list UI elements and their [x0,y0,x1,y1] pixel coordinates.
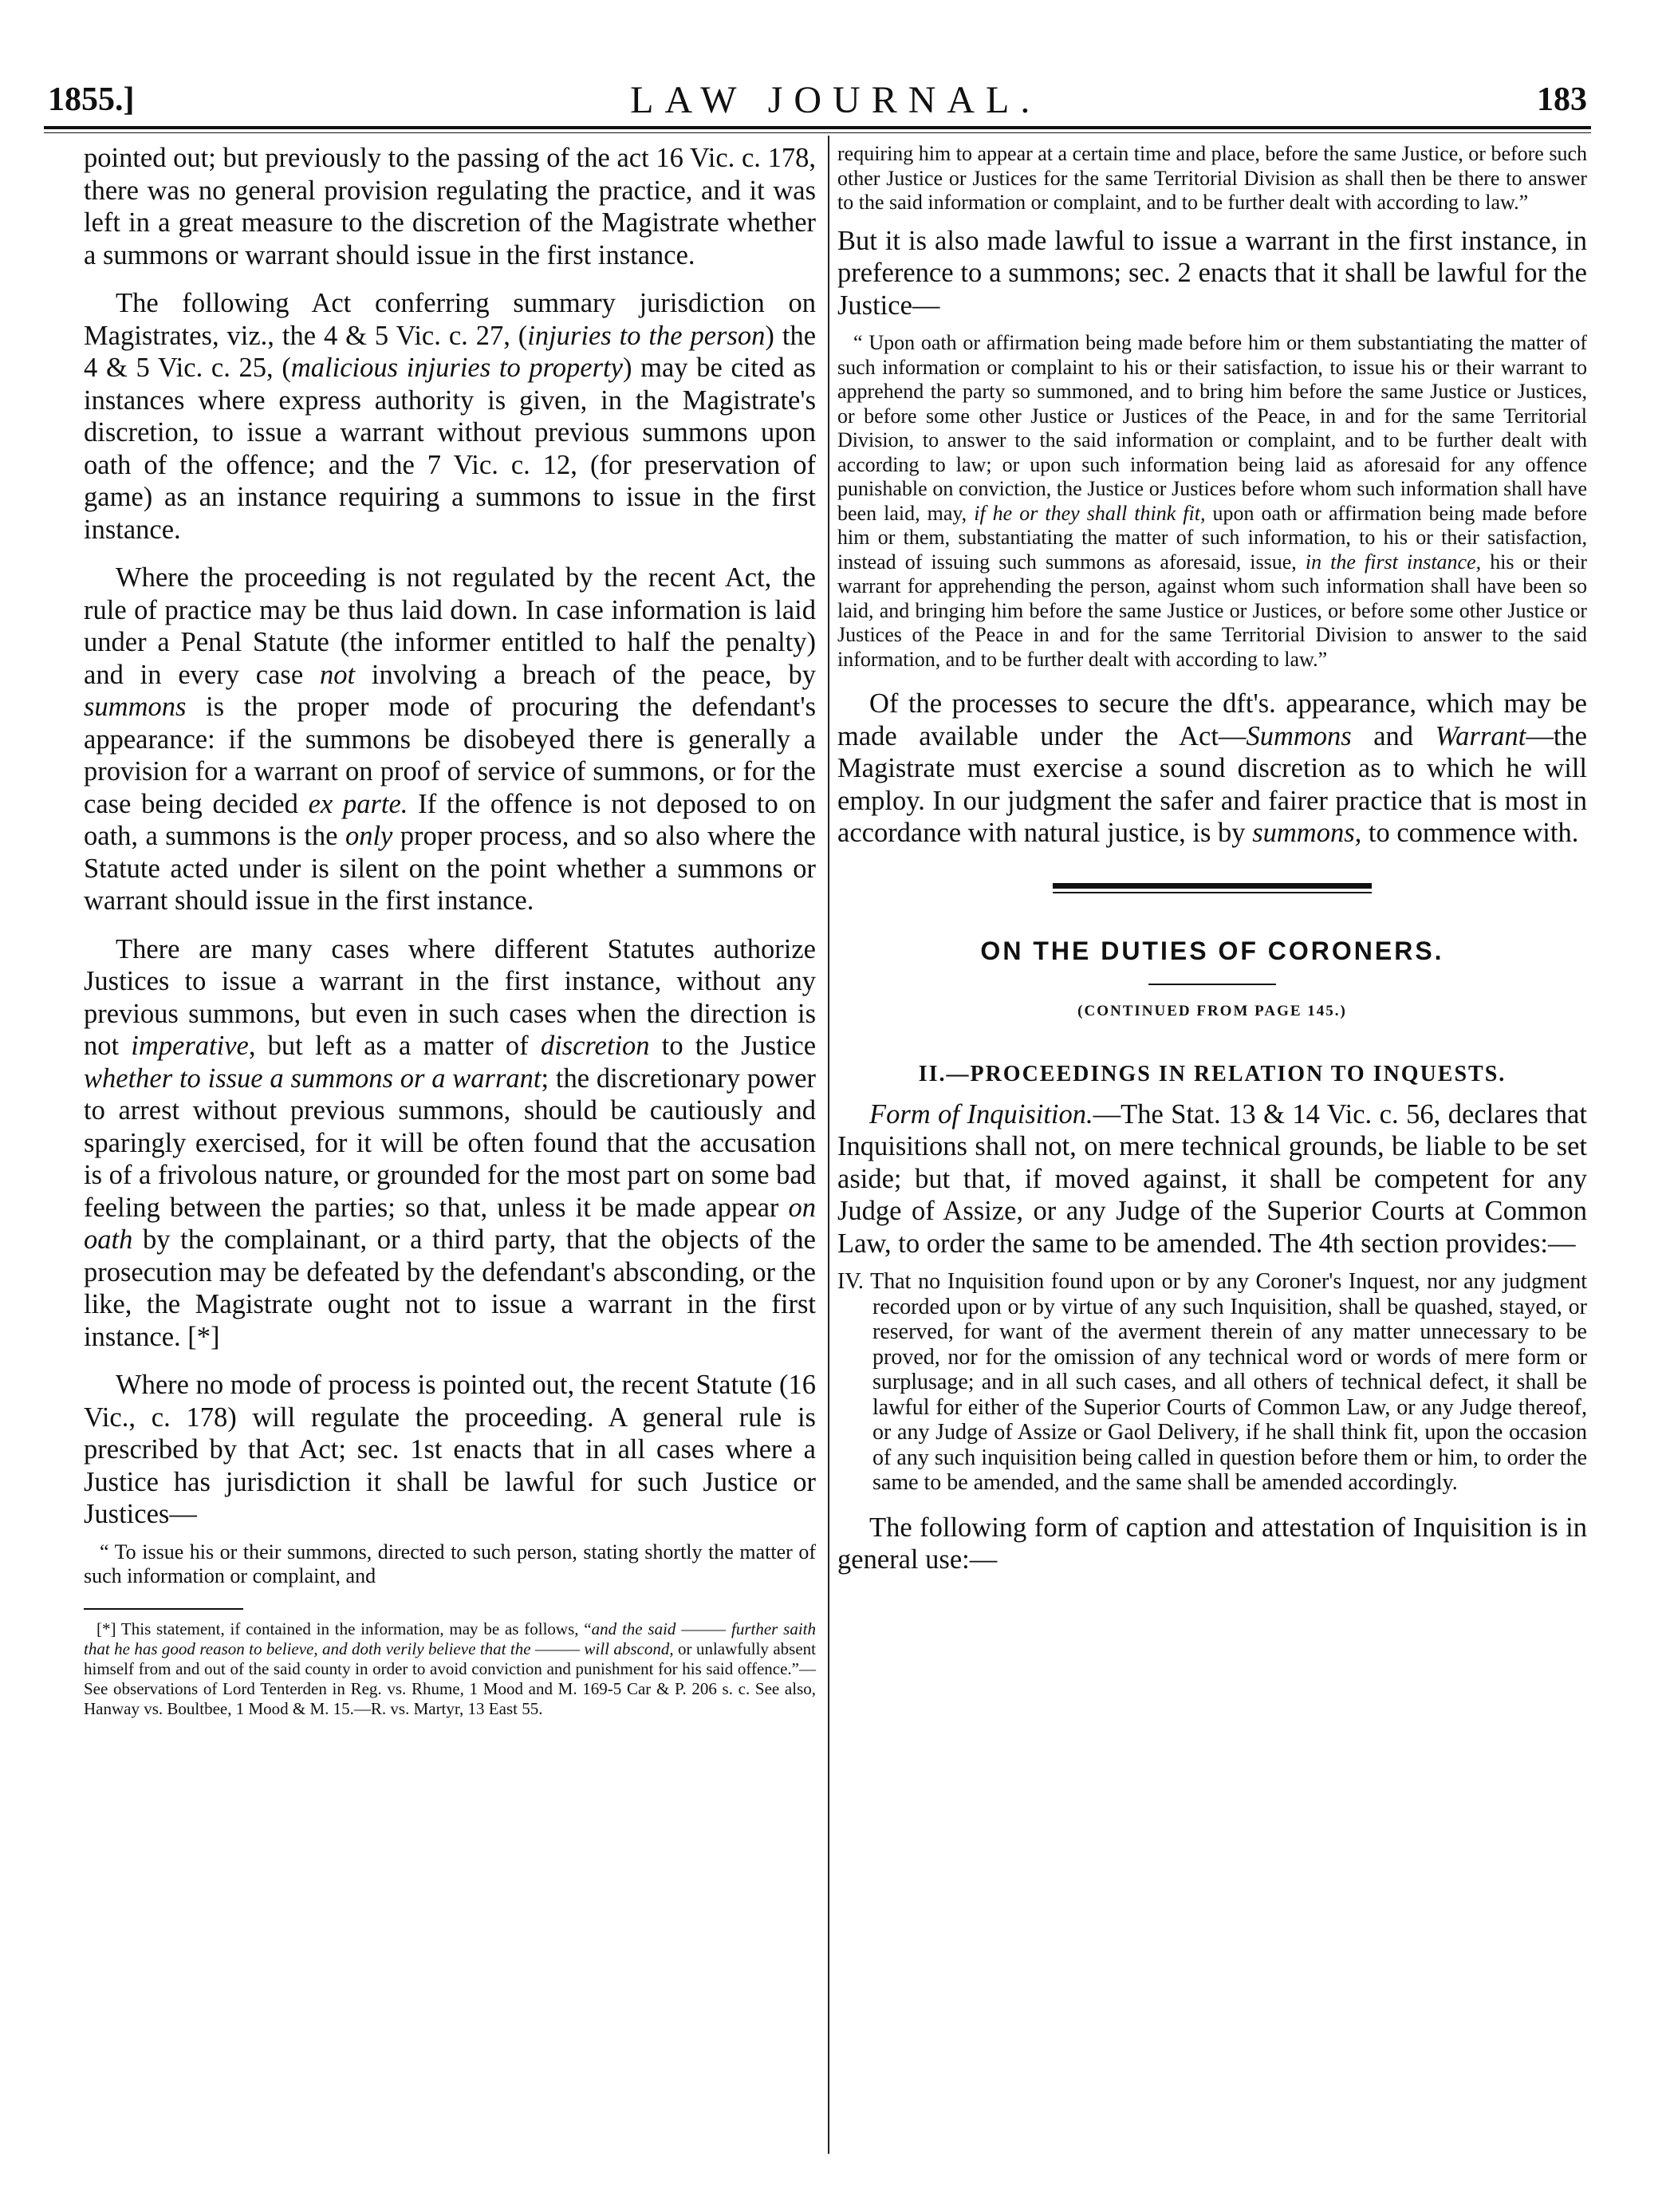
section-ornament [1053,883,1372,893]
paragraph: Where no mode of process is pointed out, the recent Statute (16 Vic., c. 178) will regulate the proceeding. A general rule is prescribed by that Act; sec. 1st enacts that in all cases where a Justice has jurisdiction it shall be lawful for such Justice or Justices— [84,1370,816,1529]
column-divider [828,136,829,2154]
paragraph: Form of Inquisition.—The Stat. 13 & 14 Vic. c. 56, declares that Inquisitions shall not, on mere technical grounds, be liable to be set aside; but that, if moved against, it shall be competent for any Judge of Assize, or any Judge of the Superior Courts at Common Law, to order the same to be amended. The 4th section provides:— [837,1098,1587,1259]
page-number: 183 [1537,81,1587,118]
header-year: 1855.] [48,81,135,118]
title-rule [1148,984,1276,985]
paragraph: Where the proceeding is not regulated by the recent Act, the rule of practice may be thus laid down. In case information is laid under a Penal Statute (the informer entitled to half the penalty) and in every case not involving a breach of the peace, by summons is the proper mode of procuring the defendant's appearance: if the summons be disobeyed there is generally a provision for a warrant on proof of service of summons, or for the case being decided ex parte. If the offence is not deposed to on oath, a summons is the only proper process, and so also where the Statute acted under is silent on the point whether a summons or warrant should issue in the first instance. [84,562,816,916]
paragraph: Of the processes to secure the dft's. appearance, which may be made available under the Act—Summons and Warrant—the Magistrate must exercise a sound discretion as to which he will employ. In our judgment the safer and fairer practice that is most in accordance with natural justice, is by summons, to commence with. [837,688,1587,848]
statute-section-iv: IV. That no Inquisition found upon or by any Coroner's Inquest, nor any judgment recorded upon or by virtue of any such Inquisition, shall be quashed, stayed, or reserved, for want of the averment therein of any matter unnecessary to be proved, nor for the omission of any technical word or words of mere form or surplusage; and in all such cases, and all others of technical defect, it shall be lawful for either of the Superior Courts of Common Law, or any Judge thereof, or any Judge of Assize or Gaol Delivery, if he shall think fit, upon the occasion of any such inquisition being called in question before them or him, to order the same to be amended, and the same shall be amended accordingly. [837,1269,1587,1495]
paragraph: There are many cases where different Statutes authorize Justices to issue a warrant in the first instance, without any previous summons, but even in such cases when the direction is not imperative, but left as a matter of discretion to the Justice whether to issue a summons or a warrant; the discretionary power to arrest without previous summons, should be cautiously and sparingly exercised, for it will be often found that the accusation is of a frivolous nature, or grounded for the most part on some bad feeling between the parties; so that, unless it be made appear on oath by the complainant, or a third party, that the objects of the prosecution may be defeated by the defendant's absconding, or the like, the Magistrate ought not to issue a warrant in the first instance. [*] [84,933,817,1352]
subheading: II.—PROCEEDINGS IN RELATION TO INQUESTS. [918,1061,1507,1086]
paragraph: But it is also made lawful to issue a warrant in the first instance, in preference to a summons; sec. 2 enacts that it shall be lawful for the Justice— [837,225,1587,321]
paragraph: The following Act conferring summary jurisdiction on Magistrates, viz., the 4 & 5 Vic. c. 27, (injuries to the person) the 4 & 5 Vic. c. 25, (malicious injuries to property) may be cited as instances where express authority is given, in the Magistrate's discretion, to issue a warrant without previous summons upon oath of the offence; and the 7 Vic. c. 12, (for preservation of game) as an instance requiring a summons to issue in the first instance. [84,288,817,545]
footnote-rule [84,1608,243,1610]
paragraph: The following form of caption and attestation of Inquisition is in general use:— [837,1512,1587,1575]
header-rule [44,126,1591,129]
running-header [48,72,1587,128]
statute-quote: “ To issue his or their summons, directed to such person, stating shortly the matter of such information or complaint, and [84,1540,816,1587]
left-column [84,142,816,1719]
header-rule-thin [44,132,1591,133]
paragraph: pointed out; but previously to the passing of the act 16 Vic. c. 178, there was no general provision regulating the practice, and it was left in a great measure to the discretion of the Magistrate whether a summons or warrant should issue in the first instance. [84,143,816,270]
statute-quote-continued: requiring him to appear at a certain time and place, before the same Justice, or before such other Justice or Justices for the same Territorial Division as shall then be there to answer to the said information or complaint, and to be further dealt with according to law.” [837,142,1587,214]
statute-quote: “ Upon oath or affirmation being made before him or them substantiating the matter of such information or complaint to his or their satisfaction, to issue his or their warrant to apprehend the party so summoned, and to bring him before the same Justice or Justices, or before some other Justice or Justices of the Peace, in and for the same Territorial Division, to answer to the said information or complaint, and to be further dealt with according to law; or upon such information being laid as aforesaid for any offence punishable on conviction, the Justice or Justices before whom such information shall have been laid, may, if he or they shall think fit, upon oath or affirmation being made before him or them, substantiating the matter of such information, to his or their satisfaction, instead of issuing such summons as aforesaid, issue, in the first instance, his or their warrant for apprehending the person, against whom such information shall have been so laid, and bringing him before the same Justice or Justices, or before some other Justice or Justices of the Peace in and for the same Territorial Division to answer to the said information, and to be further dealt with according to law.” [837,331,1587,671]
section-title: ON THE DUTIES OF CORONERS. [980,936,1444,965]
right-column [837,142,1587,1576]
footnote: [*] This statement, if contained in the information, may be as follows, “and the said ——— further saith that he has good reason to believe, and doth verily believe that the ——— will abscond, or unlawfully absent himself from and out of the said county in order to avoid conviction and punishment for his said offence.”—See observations of Lord Tenterden in Reg. vs. Rhume, 1 Mood and M. 169-5 Car & P. 206 s. c. See also, Hanway vs. Boultbee, 1 Mood & M. 15.—R. vs. Martyr, 13 East 55. [84,1619,816,1718]
continued-note: (CONTINUED FROM PAGE 145.) [1077,1002,1347,1019]
journal-title: LAW JOURNAL. [630,78,1042,121]
